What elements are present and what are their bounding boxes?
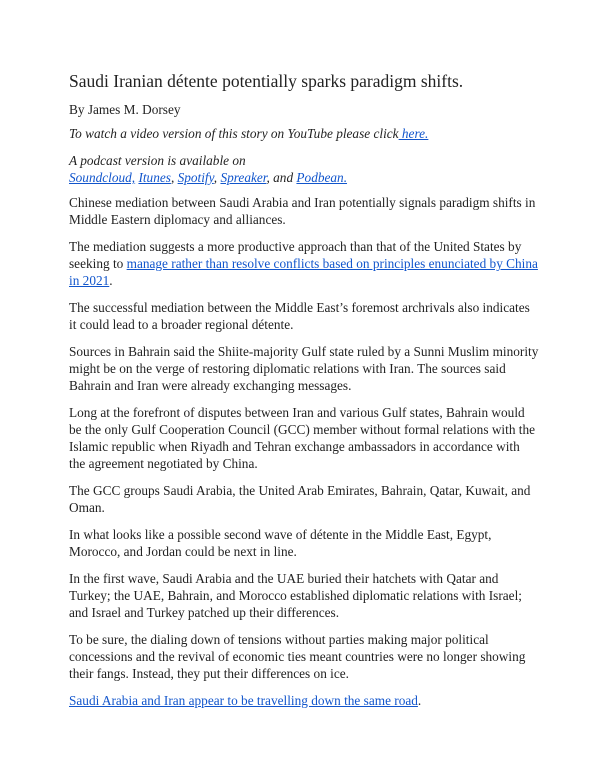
podcast-separator: , and bbox=[266, 170, 297, 185]
paragraph-1: Chinese mediation between Saudi Arabia and Iran potentially signals paradigm shifts in Middle Eastern diplomacy and alliances. bbox=[69, 195, 536, 227]
paragraph-2-end: . bbox=[109, 273, 113, 288]
paragraph-7: In what looks like a possible second wave of détente in the Middle East, Egypt, Morocco, and Jordan could be next in line. bbox=[69, 527, 492, 559]
same-road-link[interactable]: Saudi Arabia and Iran appear to be travelling down the same road bbox=[69, 693, 418, 708]
paragraph-4: Sources in Bahrain said the Shiite-majority Gulf state ruled by a Sunni Muslim minority might be on the verge of restoring diplomatic relations with Iran. The sources said Bahrain and Iran were already exchanging messages. bbox=[69, 344, 539, 393]
podcast-note bbox=[69, 152, 539, 186]
paragraph-8: In the first wave, Saudi Arabia and the UAE buried their hatchets with Qatar and Turkey; the UAE, Bahrain, and Morocco established diplomatic relations with Israel; and Israel and Turkey patched up their differences. bbox=[69, 571, 522, 620]
podcast-separator: , bbox=[170, 170, 178, 185]
itunes-link[interactable]: Itunes bbox=[138, 170, 171, 185]
paragraph-3: The successful mediation between the Middle East’s foremost archrivals also indicates it could lead to a broader regional détente. bbox=[69, 300, 530, 332]
video-note-text: To watch a video version of this story on YouTube please click bbox=[69, 126, 399, 141]
paragraph-9: To be sure, the dialing down of tensions without parties making major political concessions and the revival of economic ties meant countries were no longer showing their fangs. Instead, they put their differences on ice. bbox=[69, 632, 526, 681]
soundcloud-link[interactable]: Soundcloud, bbox=[69, 170, 136, 185]
china-principles-link[interactable]: manage rather than resolve conflicts based on principles enunciated by China in 2021 bbox=[69, 256, 538, 288]
document-page bbox=[69, 70, 539, 719]
paragraph-10 bbox=[69, 692, 539, 709]
podbean-link[interactable]: Podbean. bbox=[296, 170, 348, 185]
video-link[interactable]: here. bbox=[398, 126, 429, 141]
podcast-separator: , bbox=[213, 170, 221, 185]
video-note bbox=[69, 125, 539, 142]
podcast-note-text: A podcast version is available on bbox=[69, 153, 246, 168]
paragraph-2 bbox=[69, 238, 539, 289]
paragraph-6: The GCC groups Saudi Arabia, the United Arab Emirates, Bahrain, Qatar, Kuwait, and Oman. bbox=[69, 483, 531, 515]
paragraph-5: Long at the forefront of disputes between Iran and various Gulf states, Bahrain would be the only Gulf Cooperation Council (GCC) member without formal relations with the Islamic republic when Riyadh and Tehran exchange ambassadors in accordance with the agreement negotiated by China. bbox=[69, 405, 536, 471]
spreaker-link[interactable]: Spreaker bbox=[220, 170, 267, 185]
spotify-link[interactable]: Spotify bbox=[177, 170, 214, 185]
paragraph-2-text: The mediation suggests a more productive approach than that of the United States by seeking to bbox=[69, 239, 522, 271]
paragraph-10-end: . bbox=[417, 693, 422, 708]
article-title: Saudi Iranian détente potentially sparks paradigm shifts. bbox=[69, 71, 464, 91]
byline: By James M. Dorsey bbox=[69, 102, 181, 117]
